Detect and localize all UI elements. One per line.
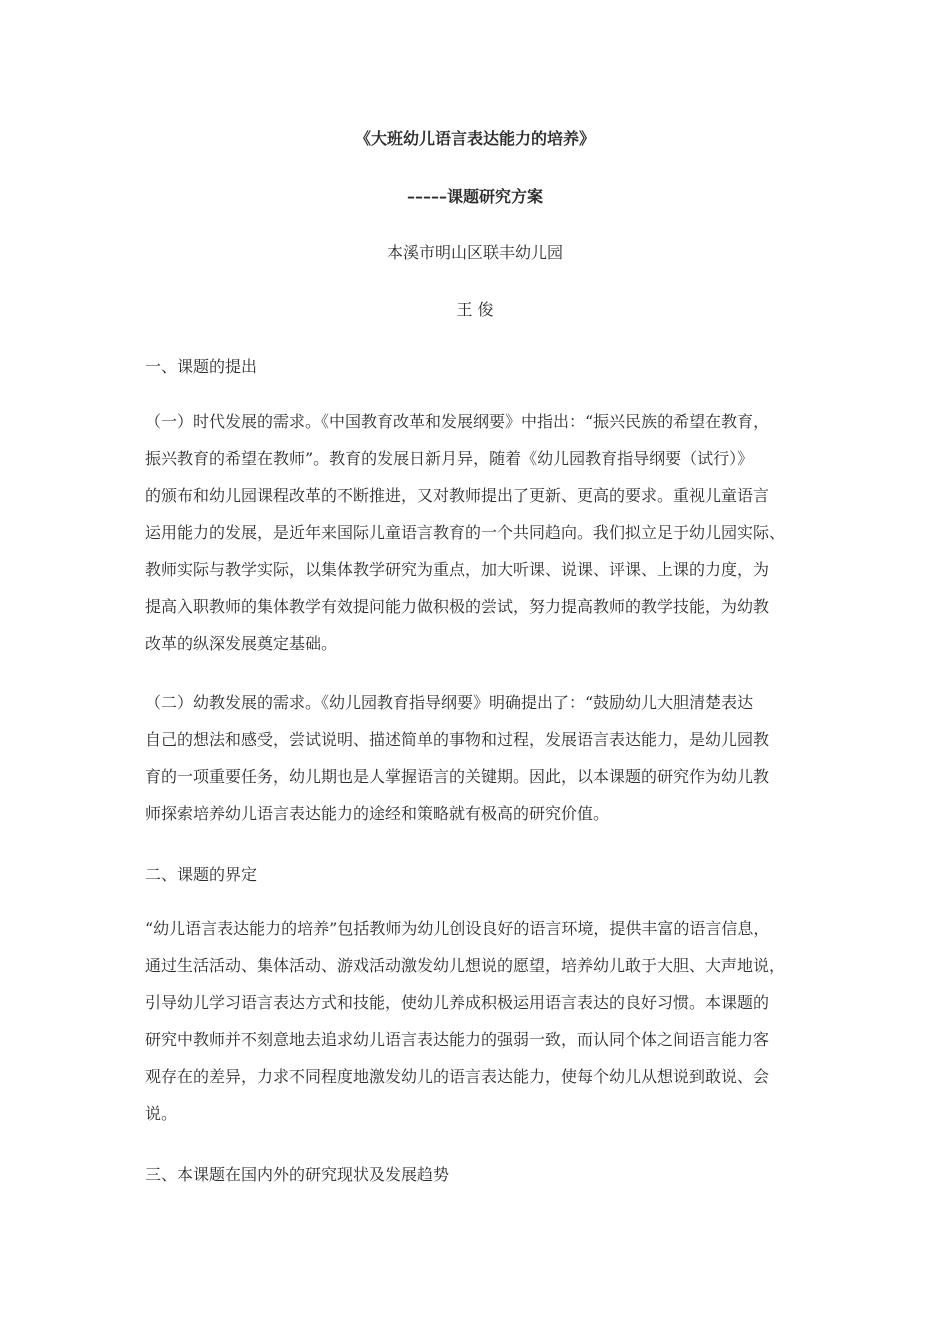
text-line: 观存在的差异，力求不同程度地激发幼儿的语言表达能力，使每个幼儿从想说到敢说、会 [145, 1067, 770, 1086]
document-title: 《大班幼儿语言表达能力的培养》 [354, 129, 595, 148]
text-line: 育的一项重要任务，幼儿期也是人掌握语言的关键期。因此，以本课题的研究作为幼儿教 [145, 767, 770, 786]
text-line: 提高入职教师的集体教学有效提问能力做积极的尝试，努力提高教师的教学技能，为幼教 [145, 597, 770, 616]
paragraph-1-2 [145, 684, 815, 832]
text-line: （一）时代发展的需求。《中国教育改革和发展纲要》中指出：“振兴民族的希望在教育， [145, 412, 770, 431]
paragraph-1-1 [145, 403, 815, 662]
section-heading-1: 一、课题的提出 [145, 357, 258, 376]
document-subtitle: –––––课题研究方案 [406, 187, 543, 206]
text-line: “幼儿语言表达能力的培养”包括教师为幼儿创设良好的语言环境，提供丰富的语言信息， [145, 919, 770, 938]
text-line: 的颁布和幼儿园课程改革的不断推进，又对教师提出了更新、更高的要求。重视儿童语言 [145, 486, 770, 505]
text-line: 教师实际与教学实际，以集体教学研究为重点，加大听课、说课、评课、上课的力度，为 [145, 560, 770, 579]
text-line: 说。 [145, 1104, 178, 1123]
text-line: 通过生活活动、集体活动、游戏活动激发幼儿想说的愿望，培养幼儿敢于大胆、大声地说， [145, 956, 786, 975]
text-line: 振兴教育的希望在教师”。教育的发展日新月异，随着《幼儿园教育指导纲要（试行）》 [145, 449, 754, 468]
section-heading-3: 三、本课题在国内外的研究现状及发展趋势 [145, 1165, 450, 1184]
text-line: 自己的想法和感受，尝试说明、描述简单的事物和过程，发展语言表达能力，是幼儿园教 [145, 730, 770, 749]
text-line: 改革的纵深发展奠定基础。 [145, 634, 338, 653]
text-line: 师探索培养幼儿语言表达能力的途经和策略就有极高的研究价值。 [145, 804, 610, 823]
paragraph-2-1 [145, 910, 815, 1132]
author-name: 王 俊 [456, 300, 494, 319]
section-heading-2: 二、课题的界定 [145, 865, 258, 884]
text-line: （二）幼教发展的需求。《幼儿园教育指导纲要》明确提出了：“鼓励幼儿大胆清楚表达 [145, 693, 754, 712]
organization-name: 本溪市明山区联丰幼儿园 [386, 243, 563, 262]
text-line: 研究中教师并不刻意地去追求幼儿语言表达能力的强弱一致，而认同个体之间语言能力客 [145, 1030, 770, 1049]
text-line: 运用能力的发展，是近年来国际儿童语言教育的一个共同趋向。我们拟立足于幼儿园实际、 [145, 523, 786, 542]
text-line: 引导幼儿学习语言表达方式和技能，使幼儿养成积极运用语言表达的良好习惯。本课题的 [145, 993, 770, 1012]
